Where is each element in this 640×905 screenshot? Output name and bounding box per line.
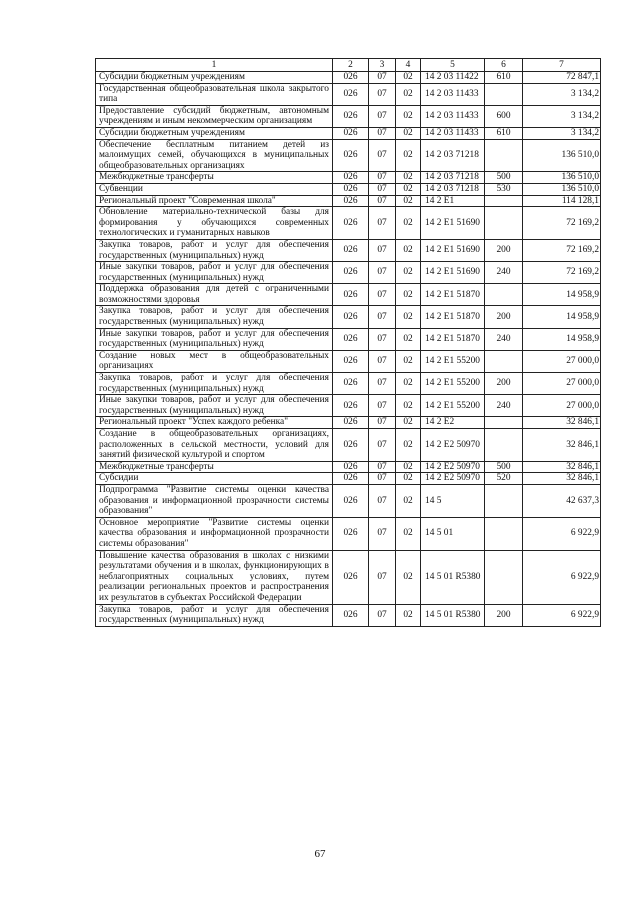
row-target-article: 14 5 01 R5380	[421, 604, 485, 626]
table-row	[96, 417, 601, 429]
row-name: Обеспечение бесплатным питанием детей из малоимущих семей, обучающихся в муниципальных общеобразовательных организациях	[96, 139, 333, 172]
row-ministry-code: 026	[333, 262, 369, 284]
row-ministry-code: 026	[333, 72, 369, 84]
row-amount: 27 000,0	[523, 373, 601, 395]
column-number-row	[96, 59, 601, 72]
row-subsection-code: 02	[396, 395, 421, 417]
row-target-article: 14 2 E1 55200	[421, 395, 485, 417]
row-name: Закупка товаров, работ и услуг для обеспечения государственных (муниципальных) нужд	[96, 306, 333, 328]
row-section-code: 07	[369, 350, 396, 372]
row-name: Региональный проект "Успех каждого ребенка"	[96, 417, 333, 429]
row-section-code: 07	[369, 550, 396, 604]
row-ministry-code: 026	[333, 83, 369, 105]
table-row	[96, 139, 601, 172]
table-row	[96, 395, 601, 417]
row-section-code: 07	[369, 417, 396, 429]
row-subsection-code: 02	[396, 183, 421, 195]
row-subsection-code: 02	[396, 484, 421, 517]
row-section-code: 07	[369, 83, 396, 105]
row-amount: 136 510,0	[523, 183, 601, 195]
table-row	[96, 284, 601, 306]
row-amount: 3 134,2	[523, 83, 601, 105]
row-ministry-code: 026	[333, 306, 369, 328]
row-section-code: 07	[369, 328, 396, 350]
row-subsection-code: 02	[396, 328, 421, 350]
row-expense-type: 200	[485, 239, 523, 261]
row-section-code: 07	[369, 172, 396, 184]
row-name: Субвенции	[96, 183, 333, 195]
row-name: Государственная общеобразовательная школа закрытого типа	[96, 83, 333, 105]
column-number-7: 7	[523, 59, 601, 72]
row-ministry-code: 026	[333, 183, 369, 195]
table-row	[96, 473, 601, 485]
column-number-5: 5	[421, 59, 485, 72]
row-subsection-code: 02	[396, 72, 421, 84]
row-subsection-code: 02	[396, 604, 421, 626]
row-ministry-code: 026	[333, 284, 369, 306]
table-row	[96, 306, 601, 328]
row-ministry-code: 026	[333, 207, 369, 240]
row-section-code: 07	[369, 284, 396, 306]
row-amount: 14 958,9	[523, 306, 601, 328]
row-expense-type	[485, 417, 523, 429]
row-subsection-code: 02	[396, 350, 421, 372]
row-ministry-code: 026	[333, 517, 369, 550]
row-expense-type	[485, 139, 523, 172]
row-expense-type	[485, 350, 523, 372]
row-amount: 72 847,1	[523, 72, 601, 84]
row-ministry-code: 026	[333, 373, 369, 395]
row-target-article: 14 2 E1 55200	[421, 373, 485, 395]
row-ministry-code: 026	[333, 429, 369, 462]
row-expense-type: 240	[485, 328, 523, 350]
row-amount: 14 958,9	[523, 328, 601, 350]
row-subsection-code: 02	[396, 262, 421, 284]
column-number-3: 3	[369, 59, 396, 72]
row-section-code: 07	[369, 461, 396, 473]
row-name: Создание новых мест в общеобразовательных организациях	[96, 350, 333, 372]
row-amount: 72 169,2	[523, 239, 601, 261]
table-row	[96, 484, 601, 517]
row-amount: 3 134,2	[523, 127, 601, 139]
table-body	[96, 72, 601, 627]
row-name: Иные закупки товаров, работ и услуг для обеспечения государственных (муниципальных) нужд	[96, 395, 333, 417]
row-expense-type: 240	[485, 395, 523, 417]
table-row	[96, 172, 601, 184]
row-expense-type	[485, 484, 523, 517]
row-subsection-code: 02	[396, 306, 421, 328]
row-section-code: 07	[369, 183, 396, 195]
row-section-code: 07	[369, 127, 396, 139]
row-target-article: 14 2 E1 51870	[421, 328, 485, 350]
row-amount: 136 510,0	[523, 172, 601, 184]
row-ministry-code: 026	[333, 484, 369, 517]
table-row	[96, 461, 601, 473]
row-subsection-code: 02	[396, 105, 421, 127]
row-expense-type: 610	[485, 72, 523, 84]
row-section-code: 07	[369, 105, 396, 127]
row-target-article: 14 2 03 71218	[421, 183, 485, 195]
row-target-article: 14 2 03 71218	[421, 139, 485, 172]
row-subsection-code: 02	[396, 550, 421, 604]
row-target-article: 14 5 01 R5380	[421, 550, 485, 604]
row-section-code: 07	[369, 373, 396, 395]
table-row	[96, 604, 601, 626]
row-target-article: 14 2 E2 50970	[421, 461, 485, 473]
row-ministry-code: 026	[333, 550, 369, 604]
row-target-article: 14 2 E2 50970	[421, 473, 485, 485]
budget-table	[95, 58, 601, 627]
row-subsection-code: 02	[396, 284, 421, 306]
row-ministry-code: 026	[333, 604, 369, 626]
table-row	[96, 517, 601, 550]
row-ministry-code: 026	[333, 139, 369, 172]
table-row	[96, 195, 601, 207]
row-amount: 72 169,2	[523, 207, 601, 240]
row-expense-type: 520	[485, 473, 523, 485]
row-subsection-code: 02	[396, 239, 421, 261]
row-ministry-code: 026	[333, 127, 369, 139]
row-subsection-code: 02	[396, 517, 421, 550]
row-ministry-code: 026	[333, 195, 369, 207]
row-name: Региональный проект "Современная школа"	[96, 195, 333, 207]
row-section-code: 07	[369, 262, 396, 284]
column-number-6: 6	[485, 59, 523, 72]
row-name: Межбюджетные трансферты	[96, 172, 333, 184]
row-expense-type: 200	[485, 373, 523, 395]
column-number-4: 4	[396, 59, 421, 72]
row-ministry-code: 026	[333, 461, 369, 473]
table-row	[96, 183, 601, 195]
row-subsection-code: 02	[396, 195, 421, 207]
row-section-code: 07	[369, 139, 396, 172]
row-target-article: 14 2 E1 51870	[421, 284, 485, 306]
row-target-article: 14 5 01	[421, 517, 485, 550]
row-amount: 32 846,1	[523, 417, 601, 429]
row-amount: 3 134,2	[523, 105, 601, 127]
row-subsection-code: 02	[396, 373, 421, 395]
row-amount: 114 128,1	[523, 195, 601, 207]
row-target-article: 14 2 E1	[421, 195, 485, 207]
row-expense-type: 530	[485, 183, 523, 195]
row-amount: 72 169,2	[523, 262, 601, 284]
row-name: Субсидии	[96, 473, 333, 485]
row-subsection-code: 02	[396, 127, 421, 139]
table-row	[96, 550, 601, 604]
row-amount: 6 922,9	[523, 550, 601, 604]
row-expense-type	[485, 550, 523, 604]
row-expense-type	[485, 517, 523, 550]
row-section-code: 07	[369, 484, 396, 517]
row-expense-type: 500	[485, 461, 523, 473]
row-subsection-code: 02	[396, 461, 421, 473]
row-subsection-code: 02	[396, 207, 421, 240]
table-row	[96, 262, 601, 284]
row-name: Закупка товаров, работ и услуг для обеспечения государственных (муниципальных) нужд	[96, 604, 333, 626]
row-amount: 27 000,0	[523, 350, 601, 372]
row-name: Поддержка образования для детей с ограниченными возможностями здоровья	[96, 284, 333, 306]
row-amount: 32 846,1	[523, 473, 601, 485]
row-section-code: 07	[369, 473, 396, 485]
row-target-article: 14 2 03 71218	[421, 172, 485, 184]
row-ministry-code: 026	[333, 473, 369, 485]
table-row	[96, 105, 601, 127]
row-name: Повышение качества образования в школах с низкими результатами обучения и в школах, функционирующих в неблагоприятных социальных условиях, путем реализации региональных проектов и распространения их результатов в субъектах Российской Федерации	[96, 550, 333, 604]
row-expense-type: 500	[485, 172, 523, 184]
row-name: Субсидии бюджетным учреждениям	[96, 72, 333, 84]
row-target-article: 14 2 E1 51690	[421, 239, 485, 261]
table-row	[96, 72, 601, 84]
row-target-article: 14 2 E1 51870	[421, 306, 485, 328]
row-section-code: 07	[369, 195, 396, 207]
row-name: Субсидии бюджетным учреждениям	[96, 127, 333, 139]
row-amount: 6 922,9	[523, 604, 601, 626]
row-expense-type	[485, 207, 523, 240]
row-section-code: 07	[369, 604, 396, 626]
row-ministry-code: 026	[333, 350, 369, 372]
table-row	[96, 239, 601, 261]
row-target-article: 14 2 03 11433	[421, 105, 485, 127]
row-amount: 27 000,0	[523, 395, 601, 417]
row-target-article: 14 2 03 11422	[421, 72, 485, 84]
row-target-article: 14 2 E1 51690	[421, 207, 485, 240]
row-name: Основное мероприятие "Развитие системы оценки качества образования и информационной прозрачности системы образования"	[96, 517, 333, 550]
table-row	[96, 207, 601, 240]
row-target-article: 14 2 E2	[421, 417, 485, 429]
row-amount: 42 637,3	[523, 484, 601, 517]
row-subsection-code: 02	[396, 429, 421, 462]
row-subsection-code: 02	[396, 172, 421, 184]
row-expense-type: 200	[485, 604, 523, 626]
row-section-code: 07	[369, 239, 396, 261]
row-amount: 14 958,9	[523, 284, 601, 306]
row-name: Иные закупки товаров, работ и услуг для обеспечения государственных (муниципальных) нужд	[96, 328, 333, 350]
table-row	[96, 429, 601, 462]
column-number-2: 2	[333, 59, 369, 72]
row-expense-type	[485, 284, 523, 306]
row-expense-type: 200	[485, 306, 523, 328]
row-name: Закупка товаров, работ и услуг для обеспечения государственных (муниципальных) нужд	[96, 373, 333, 395]
table-row	[96, 350, 601, 372]
row-target-article: 14 2 E1 51690	[421, 262, 485, 284]
row-amount: 6 922,9	[523, 517, 601, 550]
row-section-code: 07	[369, 72, 396, 84]
table-row	[96, 373, 601, 395]
row-target-article: 14 2 E1 55200	[421, 350, 485, 372]
row-target-article: 14 2 03 11433	[421, 127, 485, 139]
row-name: Подпрограмма "Развитие системы оценки качества образования и информационной прозрачности системы образования"	[96, 484, 333, 517]
row-name: Предоставление субсидий бюджетным, автономным учреждениям и иным некоммерческим организациям	[96, 105, 333, 127]
row-expense-type: 600	[485, 105, 523, 127]
row-expense-type	[485, 429, 523, 462]
row-section-code: 07	[369, 517, 396, 550]
row-target-article: 14 5	[421, 484, 485, 517]
table-row	[96, 328, 601, 350]
row-target-article: 14 2 03 11433	[421, 83, 485, 105]
row-section-code: 07	[369, 395, 396, 417]
row-amount: 32 846,1	[523, 461, 601, 473]
row-subsection-code: 02	[396, 139, 421, 172]
row-name: Межбюджетные трансферты	[96, 461, 333, 473]
row-section-code: 07	[369, 306, 396, 328]
row-ministry-code: 026	[333, 417, 369, 429]
row-expense-type: 610	[485, 127, 523, 139]
table-row	[96, 83, 601, 105]
row-expense-type	[485, 83, 523, 105]
row-expense-type: 240	[485, 262, 523, 284]
row-section-code: 07	[369, 207, 396, 240]
row-name: Иные закупки товаров, работ и услуг для обеспечения государственных (муниципальных) нужд	[96, 262, 333, 284]
row-ministry-code: 026	[333, 239, 369, 261]
page-number: 67	[314, 848, 326, 860]
row-target-article: 14 2 E2 50970	[421, 429, 485, 462]
column-number-1: 1	[96, 59, 333, 72]
row-subsection-code: 02	[396, 83, 421, 105]
row-name: Закупка товаров, работ и услуг для обеспечения государственных (муниципальных) нужд	[96, 239, 333, 261]
row-subsection-code: 02	[396, 417, 421, 429]
row-ministry-code: 026	[333, 328, 369, 350]
row-section-code: 07	[369, 429, 396, 462]
row-amount: 32 846,1	[523, 429, 601, 462]
row-subsection-code: 02	[396, 473, 421, 485]
table-row	[96, 127, 601, 139]
row-amount: 136 510,0	[523, 139, 601, 172]
row-ministry-code: 026	[333, 105, 369, 127]
row-name: Обновление материально-технической базы для формирования у обучающихся современных технологических и гуманитарных навыков	[96, 207, 333, 240]
row-ministry-code: 026	[333, 172, 369, 184]
row-name: Создание в общеобразовательных организациях, расположенных в сельской местности, условий для занятий физической культурой и спортом	[96, 429, 333, 462]
row-expense-type	[485, 195, 523, 207]
row-ministry-code: 026	[333, 395, 369, 417]
